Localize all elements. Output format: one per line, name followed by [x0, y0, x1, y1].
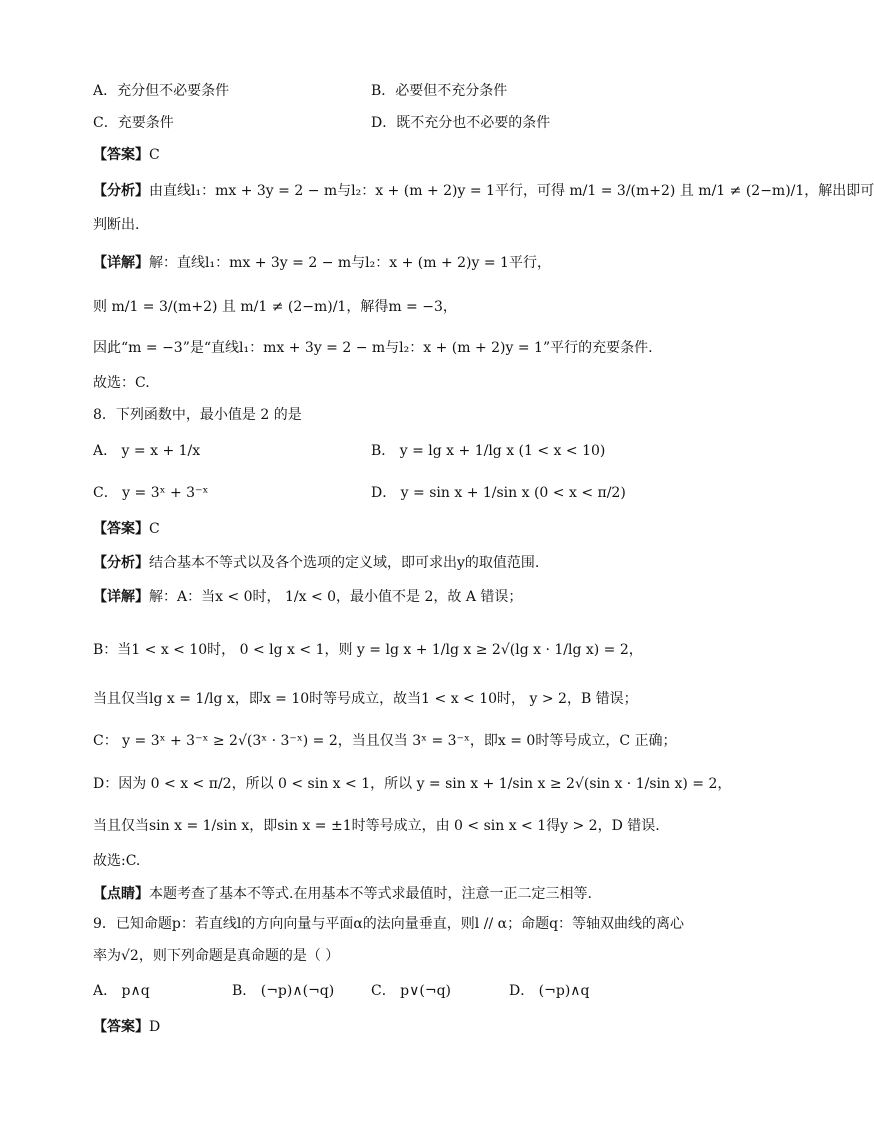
q8-analysis [93, 552, 734, 574]
q8-detail-d1: D：因为 0 < x < π/2，所以 0 < sin x < 1，所以 y = sin x + 1/sin x ≥ 2√(sin x · 1/sin x) = 2， [93, 776, 732, 792]
q7-detail [93, 252, 734, 274]
comment-tag: 【点睛】 [93, 886, 149, 902]
answer-value: C [149, 521, 160, 537]
q8-option-d: D． y = sin x + 1/sin x (0 < x < π/2) [371, 485, 626, 501]
q8-stem: 8．下列函数中，最小值是 2 的是 [93, 407, 302, 423]
q9-option-a: A． p∧q [93, 983, 150, 999]
q9-stem-1: 9．已知命题p：若直线l的方向向量与平面α的法向量垂直，则l // α；命题q：等轴双曲线的离心 [93, 916, 685, 932]
q8-detail-b1: B：当1 < x < 10时， 0 < lg x < 1，则 y = lg x + 1/lg x ≥ 2√(lg x · 1/lg x) = 2， [93, 642, 643, 658]
answer-value: D [149, 1019, 161, 1035]
q7-detail-line-3: 因此“m = −3”是“直线l₁：mx + 3y = 2 − m与l₂：x + (m + 2)y = 1”平行的充要条件. [93, 340, 653, 356]
q9-answer [93, 1016, 734, 1038]
analysis-tag: 【分析】 [93, 183, 149, 199]
q7-analysis-cont: 判断出. [93, 217, 140, 233]
q7-analysis [93, 180, 874, 202]
answer-value: C [149, 147, 160, 163]
q7-answer [93, 144, 734, 166]
q7-choose: 故选：C. [93, 375, 150, 391]
q8-detail-d2: 当且仅当sin x = 1/sin x，即sin x = ±1时等号成立，由 0 < sin x < 1得y > 2，D 错误. [93, 818, 660, 834]
analysis-tag: 【分析】 [93, 555, 149, 571]
detail-tag: 【详解】 [93, 255, 149, 271]
q9-option-c: C． p∨(¬q) [371, 983, 451, 999]
detail-line-1: 解：直线l₁：mx + 3y = 2 − m与l₂：x + (m + 2)y = 1平行， [149, 255, 551, 271]
q9-option-d: D． (¬p)∧q [509, 983, 590, 999]
q8-detail [93, 586, 734, 608]
answer-tag: 【答案】 [93, 1019, 149, 1035]
q7-option-d: D．既不充分也不必要的条件 [371, 115, 551, 131]
comment-text: 本题考查了基本不等式.在用基本不等式求最值时，注意一正二定三相等. [149, 886, 592, 902]
detail-a: 解：A：当x < 0时， 1/x < 0，最小值不是 2，故 A 错误； [149, 589, 523, 605]
q8-detail-b2: 当且仅当lg x = 1/lg x，即x = 10时等号成立，故当1 < x < 10时， y > 2，B 错误； [93, 691, 638, 707]
detail-tag: 【详解】 [93, 589, 149, 605]
q8-option-a: A． y = x + 1/x [93, 443, 201, 459]
q7-option-b: B．必要但不充分条件 [371, 83, 508, 99]
q9-stem-2: 率为√2，则下列命题是真命题的是（ ） [93, 948, 340, 964]
answer-tag: 【答案】 [93, 147, 149, 163]
q7-option-c: C．充要条件 [93, 115, 174, 131]
q9-option-b: B． (¬p)∧(¬q) [232, 983, 335, 999]
q8-comment [93, 883, 734, 905]
analysis-text: 由直线l₁：mx + 3y = 2 − m与l₂：x + (m + 2)y = 1平行，可得 m/1 = 3/(m+2) 且 m/1 ≠ (2−m)/1，解出即可 [149, 183, 874, 199]
q8-option-c: C． y = 3ˣ + 3⁻ˣ [93, 485, 209, 501]
q7-detail-line-2: 则 m/1 = 3/(m+2) 且 m/1 ≠ (2−m)/1，解得m = −3， [93, 299, 457, 315]
q8-option-b: B． y = lg x + 1/lg x (1 < x < 10) [371, 443, 606, 459]
q8-answer [93, 518, 734, 540]
answer-tag: 【答案】 [93, 521, 149, 537]
q8-choose: 故选:C. [93, 853, 141, 869]
q7-option-a: A．充分但不必要条件 [93, 83, 230, 99]
q8-detail-c: C： y = 3ˣ + 3⁻ˣ ≥ 2√(3ˣ · 3⁻ˣ) = 2，当且仅当 3ˣ = 3⁻ˣ，即x = 0时等号成立，C 正确； [93, 733, 677, 749]
analysis-text: 结合基本不等式以及各个选项的定义域，即可求出y的取值范围. [149, 555, 540, 571]
